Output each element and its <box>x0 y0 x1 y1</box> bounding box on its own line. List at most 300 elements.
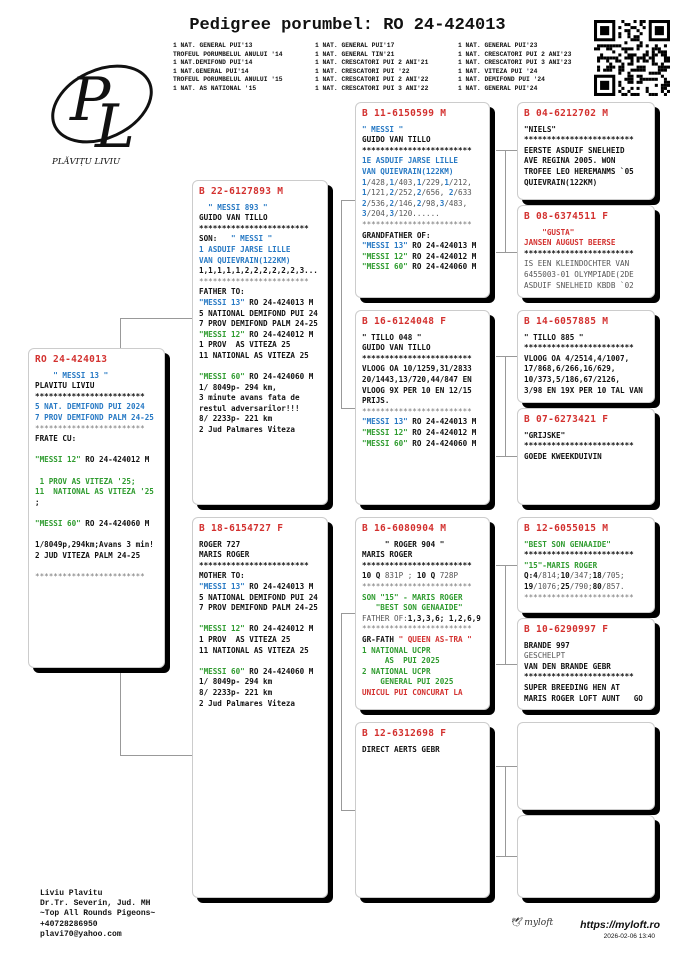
card-line <box>199 404 321 415</box>
card-line <box>524 343 648 354</box>
card-text: /146, <box>394 198 417 208</box>
contact-line: Dr.Tr. Severin, Jud. MH <box>40 899 151 909</box>
card-line <box>362 745 483 756</box>
card-line <box>362 407 483 418</box>
card-text: 1 ASDUIF JARSE LILLE <box>199 244 291 254</box>
card-line <box>524 441 648 452</box>
card-text: "MESSI 12" <box>362 427 408 437</box>
card-line <box>362 667 483 678</box>
card-line <box>199 688 321 699</box>
card-text: 2 Jud Palmares Viteza <box>199 425 296 435</box>
card-line <box>199 245 321 256</box>
card-text: 10 Q <box>416 571 440 581</box>
card-text: ************************ <box>35 423 145 433</box>
card-line <box>199 414 321 425</box>
card-line <box>524 540 648 551</box>
connector-line <box>505 356 506 456</box>
card-text: ************************ <box>362 406 472 416</box>
card-text: VAN DEN BRANDE GEBR <box>524 661 611 671</box>
card-text: ************************ <box>362 560 472 570</box>
card-text: AS PUI 2025 <box>362 656 440 666</box>
card-line <box>199 603 321 614</box>
card-text: RO 24-424012 M <box>407 251 477 261</box>
card-text: /403, <box>394 177 417 187</box>
connector-line <box>496 856 517 857</box>
card-line <box>362 125 483 136</box>
card-text: 1,1,1,1,1,2,2,2,2,2,2,3... <box>199 266 318 276</box>
award-item: 1 NAT. VITEZA PUI '24 <box>458 67 538 75</box>
card-text: JANSEN AUGUST BEERSE <box>524 238 616 248</box>
card-line <box>362 646 483 657</box>
card-line <box>362 439 483 450</box>
ring-number: B 16-6080904 M <box>362 523 447 534</box>
card-line <box>362 603 483 614</box>
card-line <box>35 508 158 519</box>
timestamp: 2026-02-06 13:40 <box>603 933 655 940</box>
card-text: FATHER OF: <box>362 613 408 623</box>
card-text: "MESSI 12" <box>35 455 81 465</box>
page-title: Pedigree porumbel: RO 24-424013 <box>189 16 506 35</box>
card-text: " TILLO 048 " <box>362 332 422 342</box>
card-line <box>35 530 158 541</box>
card-text: 8/ 2233p- 221 km <box>199 687 273 697</box>
card-line <box>524 386 648 397</box>
pedigree-card-mother[interactable] <box>192 517 328 898</box>
card-text: RO 24-424013 M <box>244 581 314 591</box>
card-text: 6455003-01 OLYMPIADE(2DE <box>524 269 634 279</box>
card-line <box>35 381 158 392</box>
card-line <box>199 561 321 572</box>
card-text: RO 24-424060 M <box>407 438 477 448</box>
card-text: 10 <box>560 571 570 581</box>
card-text: 7 PROV DEMIFOND PALM 24-25 <box>35 412 154 422</box>
award-item: 1 NAT. CRESCATORI PUI '22 <box>315 67 410 75</box>
card-text: ************************ <box>362 353 472 363</box>
pedigree-card-mfm[interactable] <box>517 618 655 710</box>
card-line <box>362 156 483 167</box>
card-line <box>199 224 321 235</box>
award-item: 1 NAT. DEMIFOND PUI '24 <box>458 76 545 84</box>
card-text: 2 NATIONAL UCPR <box>362 666 431 676</box>
card-line <box>362 241 483 252</box>
card-text: 5 NATIONAL DEMIFOND PUI 24 <box>199 308 318 318</box>
card-text: ************************ <box>199 276 309 286</box>
breeder-logo <box>40 52 170 177</box>
card-line <box>199 646 321 657</box>
ring-number: B 10-6290997 F <box>524 624 609 635</box>
card-text: MARIS ROGER LOFT AUNT GO <box>524 693 643 703</box>
card-text: 2 Jud Palmares Viteza <box>199 698 296 708</box>
card-line <box>524 641 648 652</box>
card-line <box>35 519 158 530</box>
myloft-logo: 🕊 myloft <box>510 918 554 928</box>
award-item: 1 NAT. CRESCATORI PUI 3 ANI'23 <box>458 59 572 67</box>
card-line <box>524 452 648 463</box>
card-line <box>524 228 648 239</box>
awards-column <box>173 42 283 94</box>
card-text: 5 NAT. DEMIFOND PUI 2024 <box>35 402 145 412</box>
connector-line <box>496 150 517 151</box>
card-text: /121, <box>366 188 390 198</box>
card-line <box>362 209 483 220</box>
card-line <box>199 383 321 394</box>
card-text: UNICUL PUI CONCURAT LA <box>362 687 463 697</box>
card-line <box>524 135 648 146</box>
card-line <box>199 614 321 625</box>
card-text: PLAVITU LIVIU <box>35 381 95 391</box>
card-line <box>524 146 648 157</box>
ring-number: B 18-6154727 F <box>199 523 284 534</box>
card-line <box>199 656 321 667</box>
card-line <box>199 550 321 561</box>
card-text: 1/ 8049p- 294 km, <box>199 382 277 392</box>
pedigree-card-fmm[interactable] <box>517 408 655 505</box>
card-text: /705; <box>601 571 625 581</box>
card-line <box>362 354 483 365</box>
card-line <box>524 571 648 582</box>
card-text: "MESSI 60" <box>199 666 245 676</box>
card-line <box>362 231 483 242</box>
card-text: /857. <box>601 581 625 591</box>
pedigree-card-ff[interactable] <box>355 102 490 298</box>
card-text: VLOOG 9X PER 10 EN 12/15 <box>362 385 472 395</box>
pedigree-card-mff[interactable] <box>517 517 655 613</box>
card-text: "MESSI 13" <box>199 297 245 307</box>
pedigree-card-fff[interactable] <box>517 102 655 200</box>
card-text: "NIELS" <box>524 124 557 134</box>
card-text: AVE REGINA 2005. WON <box>524 156 616 166</box>
card-line <box>524 333 648 344</box>
connector-line <box>496 565 517 566</box>
card-line <box>199 393 321 404</box>
pedigree-card-subject[interactable] <box>28 348 165 668</box>
card-text: /212, <box>448 177 472 187</box>
award-item: 1 NAT. GENERAL TIN'21 <box>315 50 395 58</box>
card-line <box>524 238 648 249</box>
card-text: 2 <box>416 188 422 198</box>
card-text: " MESSI 13 " <box>35 370 109 380</box>
card-text: GRANDFATHER OF: <box>362 230 431 240</box>
card-text: /204, <box>366 209 390 219</box>
card-text: " ROGER 904 " <box>362 539 445 549</box>
card-text: "MESSI 12" <box>362 251 408 261</box>
card-line <box>362 364 483 375</box>
connector-line <box>341 200 355 201</box>
pedigree-card-ffm[interactable] <box>517 205 655 298</box>
award-item: 1 NAT.GENERAL PUI'14 <box>173 67 249 75</box>
card-text: IS EEN KLEINDOCHTER VAN <box>524 259 630 269</box>
award-item: TROFEUL PORUMBELUL ANULUI '14 <box>173 50 283 58</box>
pedigree-card-mmf[interactable] <box>517 722 655 810</box>
connector-line <box>341 613 342 810</box>
card-line <box>362 199 483 210</box>
card-line <box>199 319 321 330</box>
card-line <box>35 498 158 509</box>
award-item: 1 NAT. AS NATIONAL '15 <box>173 84 257 92</box>
card-line <box>524 694 648 705</box>
card-text: 2 <box>389 198 395 208</box>
card-line <box>524 561 648 572</box>
card-text: MOTHER TO: <box>199 571 245 581</box>
ring-number: B 11-6150599 M <box>362 108 447 119</box>
card-text: ************************ <box>524 441 634 451</box>
card-text: ; <box>35 497 40 507</box>
card-text: 3/98 EN 19X PER 10 TAL VAN <box>524 385 643 395</box>
card-line <box>35 487 158 498</box>
card-text: 19 <box>524 581 534 591</box>
card-text: SUPER BREEDING HEN AT <box>524 682 621 692</box>
card-text: 11 NATIONAL AS VITEZA 25 <box>199 350 309 360</box>
card-text: /347; <box>569 571 593 581</box>
card-line <box>362 688 483 699</box>
connector-line <box>120 318 192 319</box>
card-line <box>362 540 483 551</box>
awards-column <box>458 42 571 94</box>
ring-number: B 07-6273421 F <box>524 414 609 425</box>
svg-text:P: P <box>70 65 111 135</box>
award-item: 1 NAT. CRESCATORI PUI 2 ANI'21 <box>315 59 429 67</box>
contact-line: ~Top All Rounds Pigeons~ <box>40 909 156 919</box>
card-text: "BEST SON GENAAIDE" <box>524 539 611 549</box>
card-line <box>524 249 648 260</box>
card-line <box>362 593 483 604</box>
connector-line <box>496 356 517 357</box>
connector-line <box>505 565 506 664</box>
card-text: QUIEVRAIN(122KM) <box>524 177 598 187</box>
card-text: MARIS ROGER <box>362 550 413 560</box>
card-text: /98, <box>421 198 440 208</box>
card-line <box>35 371 158 382</box>
card-line <box>35 551 158 562</box>
card-line <box>524 672 648 683</box>
pedigree-card-mm[interactable] <box>355 722 490 898</box>
card-text: " QUEEN AS-TRA " <box>398 634 472 644</box>
ring-number: RO 24-424013 <box>35 354 108 365</box>
connector-line <box>496 252 517 253</box>
card-text: ************************ <box>362 624 472 634</box>
card-text: GR-FATH <box>362 634 399 644</box>
contact-line: Liviu Plavitu <box>40 889 103 898</box>
card-text: /536, <box>366 198 390 208</box>
card-text: 20/1443,13/720,44/847 EN <box>362 374 472 384</box>
award-item: 1 NAT. CRESCATORI PUI 3 ANI'22 <box>315 84 429 92</box>
card-text: ************************ <box>524 550 634 560</box>
card-line <box>362 146 483 157</box>
card-text: 5 NATIONAL DEMIFOND PUI 24 <box>199 592 318 602</box>
connector-line <box>341 408 355 409</box>
card-text: RO 24-424013 M <box>244 297 314 307</box>
card-text: 1 PROV AS VITEZA '25; <box>35 476 136 486</box>
card-text: ; <box>403 571 417 581</box>
connector-line <box>341 810 355 811</box>
card-text: FRATE CU: <box>35 434 77 444</box>
card-text: /814; <box>537 571 561 581</box>
ring-number: B 16-6124048 F <box>362 316 447 327</box>
pedigree-card-father[interactable] <box>192 180 328 505</box>
card-line <box>35 413 158 424</box>
card-text: 831P <box>384 571 404 581</box>
card-line <box>35 392 158 403</box>
card-text: ************************ <box>35 571 145 581</box>
card-text: RO 24-424012 M <box>244 329 314 339</box>
card-text: VAN QUIEVRAIN(122KM) <box>199 255 291 265</box>
card-line <box>199 287 321 298</box>
card-line <box>362 333 483 344</box>
card-text: 3 <box>389 209 395 219</box>
card-line <box>35 540 158 551</box>
card-line <box>362 220 483 231</box>
card-line <box>524 125 648 136</box>
card-text: ************************ <box>362 145 472 155</box>
ring-number: B 12-6055015 M <box>524 523 609 534</box>
card-text: "MESSI 60" <box>362 262 408 272</box>
card-text: ROGER 727 <box>199 539 241 549</box>
card-text: " TILLO 885 " <box>524 332 584 342</box>
card-line <box>362 656 483 667</box>
svg-text:PLĂVIȚU LIVIU: PLĂVIȚU LIVIU <box>52 157 121 167</box>
card-text: GOEDE KWEEKDUIVIN <box>524 451 602 461</box>
connector-line <box>496 456 517 457</box>
pedigree-card-fmf[interactable] <box>517 310 655 403</box>
card-line <box>524 156 648 167</box>
card-text: 1 <box>362 177 367 187</box>
card-text: 1/ 8049p- 294 km <box>199 677 273 687</box>
card-text: ************************ <box>199 560 309 570</box>
card-line <box>524 281 648 292</box>
svg-text:L: L <box>95 92 135 162</box>
card-line <box>524 167 648 178</box>
connector-line <box>496 766 517 767</box>
card-text: "GRIJSKE" <box>524 430 566 440</box>
card-line <box>35 561 158 572</box>
card-text: 1 <box>362 188 367 198</box>
card-text: GUIDO VAN TILLO <box>199 213 268 223</box>
card-line <box>362 343 483 354</box>
card-text: 1 <box>416 177 422 187</box>
card-text: 17/868,6/266,16/629, <box>524 364 616 374</box>
card-text: BRANDE 997 <box>524 640 570 650</box>
connector-line <box>496 664 517 665</box>
card-text: RO 24-424012 M <box>244 624 314 634</box>
card-line <box>199 266 321 277</box>
card-text: 2 <box>416 198 422 208</box>
card-text: GUIDO VAN TILLO <box>362 343 431 353</box>
card-line <box>524 270 648 281</box>
card-text: 2 <box>362 198 367 208</box>
card-text: /428, <box>366 177 390 187</box>
card-line <box>362 262 483 273</box>
card-line <box>199 677 321 688</box>
card-text: 80 <box>592 581 602 591</box>
card-text: 3 minute avans fata de <box>199 393 300 403</box>
card-line <box>199 571 321 582</box>
card-text: "15"-MARIS ROGER <box>524 560 598 570</box>
card-text: 2 JUD VITEZA PALM 24-25 <box>35 550 141 560</box>
card-text: ASDUIF SNELHEID KBDB `02 <box>524 280 634 290</box>
brand-name: myloft <box>524 918 554 928</box>
card-line <box>35 477 158 488</box>
ring-number: B 12-6312698 F <box>362 728 447 739</box>
award-item: 1 NAT. CRESCATORI PUI 2 ANI'23 <box>458 50 572 58</box>
card-text: 3 <box>439 198 445 208</box>
connector-line <box>120 755 192 756</box>
card-line <box>362 417 483 428</box>
card-text: RO 24-424060 M <box>244 666 314 676</box>
card-text: RO 24-424012 M <box>80 455 150 465</box>
card-line <box>35 434 158 445</box>
card-text: 3 <box>362 209 367 219</box>
award-item: 1 NAT. CRESCATORI PUI 2 ANI'22 <box>315 76 429 84</box>
card-line <box>199 635 321 646</box>
card-line <box>199 277 321 288</box>
card-line <box>362 624 483 635</box>
card-line <box>524 431 648 442</box>
card-text: DIRECT AERTS GEBR <box>362 744 440 754</box>
website-link[interactable]: https://myloft.ro <box>580 919 660 931</box>
card-line <box>199 593 321 604</box>
card-line <box>524 593 648 604</box>
card-line <box>362 178 483 189</box>
card-text: 25 <box>560 581 570 591</box>
card-line <box>524 364 648 375</box>
breeder-contact <box>40 889 155 940</box>
card-text: ************************ <box>524 592 634 602</box>
pedigree-card-fm[interactable] <box>355 310 490 505</box>
card-text: RO 24-424060 M <box>244 372 314 382</box>
connector-line <box>341 200 342 408</box>
contact-line: plavi70@yahoo.com <box>40 929 122 939</box>
card-text: SON "15" - MARIS ROGER <box>362 592 463 602</box>
card-text: 1E ASDUIF JARSE LILLE <box>362 156 459 166</box>
card-line <box>362 561 483 572</box>
card-text: 1,3,3,6; 1,2,6,9 <box>407 613 481 623</box>
card-line <box>524 178 648 189</box>
card-text: 7 PROV DEMIFOND PALM 24-25 <box>199 319 318 329</box>
card-line <box>362 571 483 582</box>
card-text: 11 NATIONAL AS VITEZA 25 <box>199 645 309 655</box>
card-text: SON: <box>199 234 232 244</box>
card-text: RO 24-424060 M <box>80 518 150 528</box>
card-text: RO 24-424013 M <box>407 417 477 427</box>
card-text: "MESSI 60" <box>35 518 81 528</box>
card-line <box>199 582 321 593</box>
card-text: " MESSI " <box>362 124 404 134</box>
connector-line <box>341 613 355 614</box>
card-line <box>199 298 321 309</box>
card-line <box>199 699 321 710</box>
card-line <box>362 428 483 439</box>
card-text: 1 <box>444 177 449 187</box>
card-text: "MESSI 13" <box>199 581 245 591</box>
card-text: ************************ <box>524 672 634 682</box>
card-line <box>199 256 321 267</box>
card-text: "MESSI 60" <box>362 438 408 448</box>
card-line <box>362 375 483 386</box>
card-line <box>35 572 158 583</box>
card-line <box>524 683 648 694</box>
card-line <box>524 354 648 365</box>
card-line <box>524 582 648 593</box>
ring-number: B 22-6127893 M <box>199 186 284 197</box>
card-line <box>362 677 483 688</box>
card-line <box>35 424 158 435</box>
card-text: " MESSI 893 " <box>199 202 268 212</box>
pedigree-card-mf[interactable] <box>355 517 490 710</box>
card-line <box>524 651 648 662</box>
pedigree-card-mmm[interactable] <box>517 815 655 898</box>
card-text: 10/373,5/186,67/2126, <box>524 374 621 384</box>
card-text: 1/8049p,294km;Avans 3 min! <box>35 540 154 550</box>
